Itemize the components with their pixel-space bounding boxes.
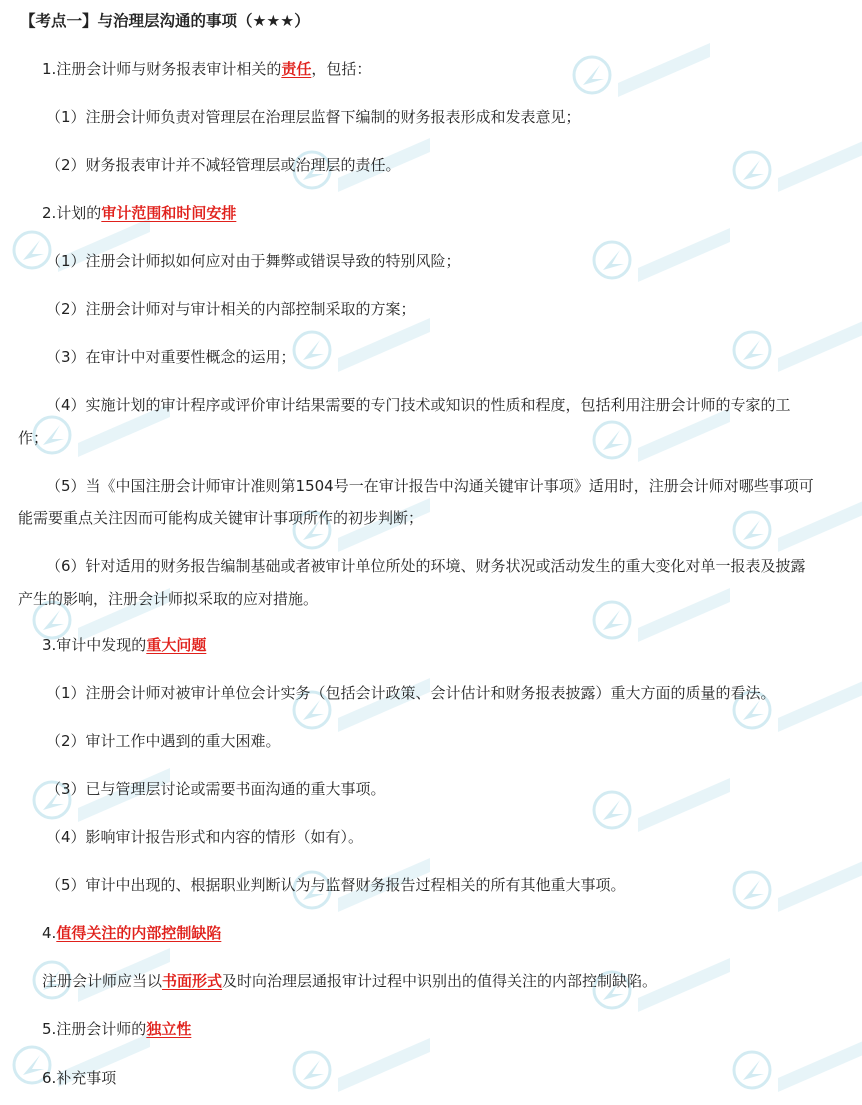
list-item: （4）影响审计报告形式和内容的情形（如有）。	[46, 828, 364, 846]
watermark-logo	[590, 770, 740, 840]
section-1-prefix: 1.注册会计师与财务报表审计相关的	[42, 60, 282, 78]
section-3-heading	[42, 635, 206, 655]
section-2-keyword: 审计范围和时间安排	[101, 204, 237, 222]
list-item: （1）注册会计师对被审计单位会计实务（包括会计政策、会计估计和财务报表披露）重大方面的质量的看法。	[46, 684, 776, 702]
list-item: （5）审计中出现的、根据职业判断认为与监督财务报告过程相关的所有其他重大事项。	[46, 876, 626, 894]
list-item: （3）在审计中对重要性概念的运用；	[46, 348, 296, 366]
watermark-logo	[730, 670, 862, 740]
section-4-text-keyword: 书面形式	[162, 972, 223, 990]
page-title: 【考点一】与治理层沟通的事项（★★★）	[20, 12, 310, 30]
section-5-prefix: 5.注册会计师的	[42, 1020, 147, 1038]
list-item-line: 能需要重点关注因而可能构成关键审计事项所作的初步判断；	[18, 509, 424, 527]
section-3-prefix: 3.审计中发现的	[42, 636, 147, 654]
watermark-logo	[590, 220, 740, 290]
list-item: （1）注册会计师拟如何应对由于舞弊或错误导致的特别风险；	[46, 252, 461, 270]
section-1-heading	[42, 59, 371, 79]
list-item-line: （5）当《中国注册会计师审计准则第1504号一在审计报告中沟通关键审计事项》适用时，注册会计师对哪些事项可	[46, 477, 814, 495]
section-4-prefix: 4.	[42, 924, 57, 942]
section-4-text	[42, 971, 657, 991]
list-item-line: 产生的影响，注册会计师拟采取的应对措施。	[18, 590, 319, 608]
section-3-keyword: 重大问题	[146, 636, 207, 654]
list-item: （2）注册会计师对与审计相关的内部控制采取的方案；	[46, 300, 416, 318]
watermark-logo	[590, 580, 740, 650]
watermark-logo	[730, 850, 862, 920]
watermark-logo	[290, 670, 440, 740]
list-item-line: 作；	[18, 429, 49, 447]
watermark-logo	[730, 310, 862, 380]
section-2-heading	[42, 203, 236, 223]
section-5-keyword: 独立性	[146, 1020, 192, 1038]
section-4-text-suffix: 及时向治理层通报审计过程中识别出的值得关注的内部控制缺陷。	[222, 972, 658, 990]
watermark-logo	[730, 1030, 862, 1100]
section-6-heading: 6.补充事项	[42, 1069, 117, 1087]
watermark-logo	[570, 35, 720, 105]
watermark-logo	[290, 310, 440, 380]
section-5-heading	[42, 1019, 191, 1039]
list-item: （2）审计工作中遇到的重大困难。	[46, 732, 281, 750]
section-4-heading	[42, 923, 221, 943]
list-item-line: （4）实施计划的审计程序或评价审计结果需要的专门技术或知识的性质和程度，包括利用注册会计师的专家的工	[46, 396, 791, 414]
watermark-logo	[730, 130, 862, 200]
section-1-keyword: 责任	[281, 60, 312, 78]
list-item: （1）注册会计师负责对管理层在治理层监督下编制的财务报表形成和发表意见；	[46, 108, 581, 126]
list-item: （3）已与管理层讨论或需要书面沟通的重大事项。	[46, 780, 386, 798]
list-item: （2）财务报表审计并不减轻管理层或治理层的责任。	[46, 156, 401, 174]
watermark-logo	[730, 490, 862, 560]
watermark-logo	[290, 1030, 440, 1100]
section-4-keyword: 值得关注的内部控制缺陷	[56, 924, 222, 942]
section-4-text-prefix: 注册会计师应当以	[42, 972, 163, 990]
list-item-line: （6）针对适用的财务报告编制基础或者被审计单位所处的环境、财务状况或活动发生的重大变化对单一报表及披露	[46, 557, 806, 575]
section-2-prefix: 2.计划的	[42, 204, 102, 222]
section-1-suffix: ，包括：	[311, 60, 372, 78]
